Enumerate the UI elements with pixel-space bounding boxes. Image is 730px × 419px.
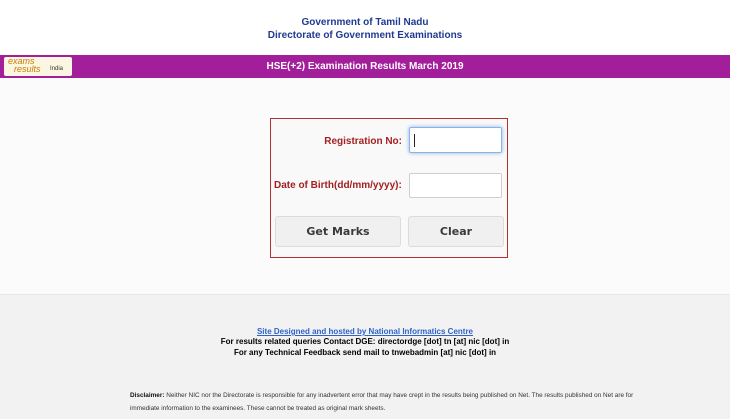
nic-credit-link[interactable]: Site Designed and hosted by National Informatics Centre <box>256 327 474 336</box>
clear-button[interactable]: Clear <box>408 216 504 247</box>
dob-label: Date of Birth(dd/mm/yyyy): <box>274 180 402 191</box>
results-form <box>270 118 508 258</box>
title-banner <box>0 55 730 78</box>
directorate-title: Directorate of Government Examinations <box>267 30 463 41</box>
logo-word-results: results <box>14 64 41 74</box>
page-footer <box>0 295 730 419</box>
contact-info: For results related queries Contact DGE: directordge [dot] tn [at] nic [dot] in <box>220 337 510 346</box>
disclaimer <box>130 389 650 415</box>
logo-word-india: India <box>50 66 64 72</box>
dob-input[interactable] <box>409 173 502 198</box>
get-marks-button[interactable]: Get Marks <box>275 216 401 247</box>
disclaimer-label: Disclaimer: <box>130 392 165 399</box>
registration-label: Registration No: <box>324 136 402 147</box>
disclaimer-text: Neither NIC nor the Directorate is responsible for any inadvertent error that may have crept in the results being published on Net. The results published on Net are for immediate information to the examinees. These cannot be treated as original mark sheets. <box>130 392 634 412</box>
registration-input[interactable] <box>409 127 502 153</box>
results-title: HSE(+2) Examination Results March 2019 <box>266 61 464 72</box>
government-title: Government of Tamil Nadu <box>301 17 429 28</box>
page-header <box>0 0 730 55</box>
main-content <box>0 78 730 294</box>
logo-word-exams: exams <box>8 56 35 66</box>
feedback-info: For any Technical Feedback send mail to tnwebadmin [at] nic [dot] in <box>233 348 497 357</box>
text-caret <box>414 134 415 147</box>
